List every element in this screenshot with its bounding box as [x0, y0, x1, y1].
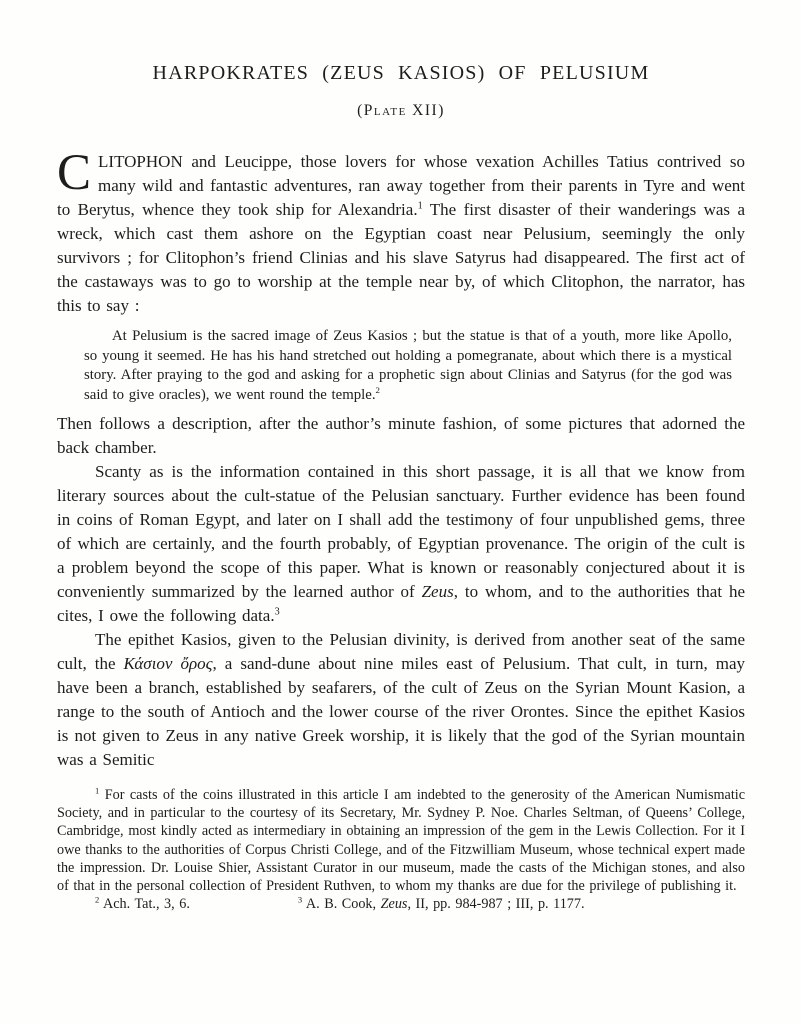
paragraph-epithet [57, 628, 745, 772]
footnote-row [57, 895, 745, 913]
plate-reference: (Plate XII) [357, 102, 445, 119]
footnote-3 [298, 895, 585, 913]
paragraph-text: Scanty as is the information contained in this short passage, it is all that we know from literary sources about the cult-statue of the Pelusian sanctuary. Further evidence has been found in coins of Roman Egypt, and later on I shall add the testimony of four unpublished gems, three of which are certainly, and the fourth probably, of Egyptian provenance. The origin of the cult is a problem beyond the scope of this paper. What is known or reasonably conjectured about it is conveniently summarized by the learned author of [57, 462, 745, 601]
footnote-2 [95, 895, 190, 913]
paragraph-text: LITOPHON and Leucippe, those lovers for whose vexation Achilles Tatius contrived so many wild and fantastic adventures, ran away together from their parents in Tyre and went to Berytus, whence they took ship for Alexandria. [57, 152, 745, 219]
paragraph-then-follows: Then follows a description, after the author’s minute fashion, of some pictures that adorned the back chamber. [57, 414, 745, 457]
footnote-3-text: , II, pp. 984-987 ; III, p. 1177. [407, 896, 585, 913]
book-title-zeus: Zeus [421, 582, 454, 601]
footnote-ref-2: 2 [375, 384, 380, 395]
footnote-3-text: A. B. Cook, [305, 896, 381, 913]
footnote-3-marker: 3 [297, 894, 303, 905]
article-title: HARPOKRATES (ZEUS KASIOS) OF PELUSIUM [152, 62, 650, 84]
paragraph-text: , to whom, and to the authorities that he cites, I owe the following data. [57, 582, 745, 625]
footnotes-section [57, 786, 745, 913]
footnote-2-marker: 2 [95, 894, 100, 905]
drop-cap: C [57, 145, 92, 201]
paragraph-text: The first disaster of their wanderings was a wreck, which cast them ashore on the Egyptian coast near Pelusium, seemingly the only survivors ; for Clitophon’s friend Clinias and his slave Satyrus had disappeared. The first act of the castaways was to go to worship at the temple near by, of which Clitophon, the narrator, has this to say : [57, 200, 745, 315]
footnote-ref-3: 3 [274, 606, 280, 618]
footnote-2-text: Ach. Tat., 3, 6. [103, 896, 190, 913]
footnote-ref-1: 1 [417, 200, 423, 212]
paragraph-text: The epithet Kasios, given to the Pelusian divinity, is derived from another seat of the same cult, the [57, 630, 745, 673]
paragraph-text: , a sand-dune about nine miles east of Pelusium. That cult, in turn, may have been a branch, established by seafarers, of the cult of Zeus on the Syrian Mount Kasion, a range to the south of Antioch and the lower course of the river Orontes. Since the epithet Kasios is not given to Zeus in any native Greek worship, it is likely that the god of the Syrian mountain was a Semitic [57, 654, 746, 769]
footnote-3-book-title: Zeus [380, 896, 408, 913]
paragraph-scanty [57, 460, 745, 628]
footnote-1-marker: 1 [95, 785, 100, 796]
footnote-1 [57, 786, 745, 895]
quote-text: At Pelusium is the sacred image of Zeus Kasios ; but the statue is that of a youth, more like Apollo, so young it seemed. He has his hand stretched out holding a pomegranate, about which there is a mystical story. After praying to the god and asking for a prophetic sign about Clinias and Satyrus (for the god was said to give oracles), we went round the temple. [84, 328, 732, 403]
greek-phrase-kasion-oros: Κάσιον ὄρος [123, 654, 213, 673]
footnote-1-text: For casts of the coins illustrated in this article I am indebted to the generosity of the American Numismatic Society, and in particular to the courtesy of its Secretary, Mr. Sydney P. Noe. Charles Seltman, of Queens’ College, Cambridge, most kindly acted as intermediary in obtaining an impression of the gem in the Lewis Collection. For it I owe thanks to the authorities of Corpus Christi College, and of the Fitzwilliam Museum, whose technical expert made the impression. Dr. Louise Shier, Assistant Curator in our museum, made the casts of the Michigan stones, and also of that in the personal collection of President Ruthven, to whom my thanks are due for the privilege of publishing it. [57, 787, 746, 895]
block-quotation [84, 327, 732, 405]
paragraph-opening [57, 145, 745, 318]
